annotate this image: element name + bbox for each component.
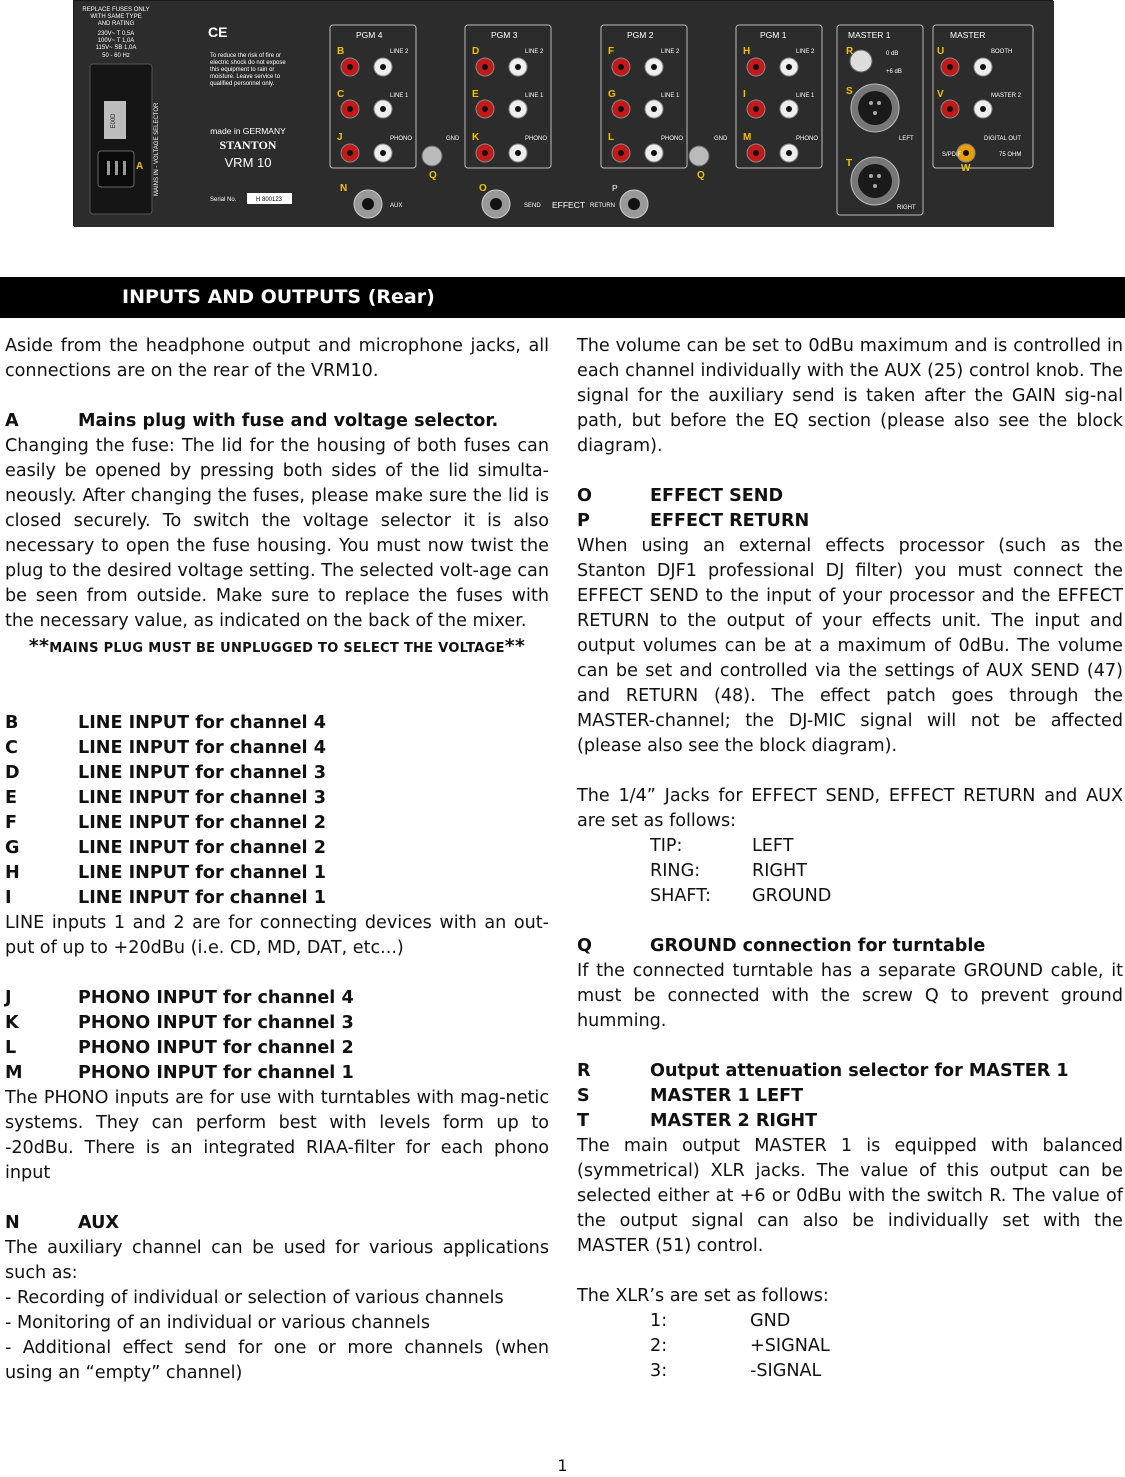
svg-text:REPLACE FUSES ONLY: REPLACE FUSES ONLY — [82, 7, 150, 13]
svg-text:Q: Q — [429, 170, 437, 181]
svg-text:J: J — [337, 132, 343, 143]
aux-list-item: - Additional effect send for one or more channels (when using an “empty” channel) — [5, 1338, 549, 1383]
svg-text:LINE 2: LINE 2 — [796, 49, 815, 55]
item-g: G LINE INPUT for channel 2 — [5, 838, 326, 858]
svg-text:RETURN: RETURN — [590, 203, 615, 209]
item-p: P EFFECT RETURN — [577, 511, 810, 531]
svg-text:LINE 2: LINE 2 — [390, 49, 409, 55]
item-l: L PHONO INPUT for channel 2 — [5, 1038, 354, 1058]
svg-text:LINE 2: LINE 2 — [661, 49, 680, 55]
attenuation-switch — [850, 50, 872, 72]
serial-value: H 800123 — [255, 197, 283, 203]
phono-paragraph: The PHONO inputs are for use with turntables with mag-netic systems. They can perform best with levels form up to -20dBu. There is an integrated RIAA-filter for each phono input — [5, 1088, 549, 1183]
svg-text:N: N — [340, 183, 348, 194]
made-in-label: made in GERMANY — [210, 126, 286, 136]
model-label: VRM 10 — [224, 155, 272, 170]
svg-text:100V~ T 1,0A: 100V~ T 1,0A — [97, 38, 135, 44]
master-paragraph: The main output MASTER 1 is equipped with balanced (symmetrical) XLR jacks. The value of this output can be selected either at +6 or 0dBu with the switch R. The value of the output signal can also be individually set with the MASTER (51) control. — [577, 1136, 1123, 1256]
svg-text:BOOTH: BOOTH — [991, 49, 1013, 55]
svg-text:D: D — [472, 46, 480, 57]
svg-text:LINE 1: LINE 1 — [390, 93, 409, 99]
xlr-pin-row: 2: +SIGNAL — [650, 1336, 830, 1356]
svg-text:+6 dB: +6 dB — [886, 69, 902, 75]
svg-text:230V~ T 0,5A: 230V~ T 0,5A — [97, 31, 135, 37]
svg-text:V: V — [937, 89, 944, 100]
voltage-warning: **MAINS PLUG MUST BE UNPLUGGED TO SELECT THE VOLTAGE** — [28, 635, 526, 657]
item-r: R Output attenuation selector for MASTER 1 — [577, 1061, 1069, 1081]
item-t: T MASTER 2 RIGHT — [577, 1111, 818, 1131]
item-i: I LINE INPUT for channel 1 — [5, 888, 326, 908]
item-c: C LINE INPUT for channel 4 — [5, 738, 326, 758]
jack-pin-row: RING: RIGHT — [650, 861, 808, 881]
svg-text:H: H — [743, 46, 751, 57]
item-n: N AUX — [5, 1213, 119, 1233]
item-e: E LINE INPUT for channel 3 — [5, 788, 326, 808]
svg-text:115V~ SB 1,0A: 115V~ SB 1,0A — [95, 45, 137, 51]
right-column — [577, 334, 1123, 1384]
item-o: O EFFECT SEND — [577, 486, 784, 506]
svg-text:R: R — [846, 46, 854, 57]
svg-text:75 OHM: 75 OHM — [999, 152, 1022, 158]
svg-text:T: T — [846, 158, 853, 169]
svg-text:B: B — [337, 46, 345, 57]
item-k: K PHONO INPUT for channel 3 — [5, 1013, 354, 1033]
svg-text:PGM 4: PGM 4 — [356, 30, 383, 40]
svg-text:PGM 1: PGM 1 — [760, 30, 787, 40]
xlr-pin-row: 1: GND — [650, 1311, 791, 1331]
item-d: D LINE INPUT for channel 3 — [5, 763, 326, 783]
letter-a: A — [136, 161, 144, 172]
mains-vertical-label: MAINS IN - VOLTAGE SELECTOR — [154, 102, 160, 196]
intro-paragraph: Aside from the headphone output and microphone jacks, all connections are on the rear of the VRM10. — [5, 336, 549, 381]
ground-paragraph: If the connected turntable has a separate GROUND cable, it must be connected with the screw Q to prevent ground humming. — [577, 961, 1123, 1031]
section-title: INPUTS AND OUTPUTS (Rear) — [122, 286, 435, 308]
xlr-pin-row: 3: -SIGNAL — [650, 1361, 822, 1381]
brand-logo: STANTON — [219, 138, 277, 152]
svg-text:EFFECT: EFFECT — [552, 200, 586, 210]
aux-paragraph: The auxiliary channel can be used for various applications such as: — [5, 1238, 549, 1283]
svg-text:SEND: SEND — [524, 203, 541, 209]
svg-text:W: W — [961, 163, 971, 174]
svg-text:LINE 1: LINE 1 — [661, 93, 680, 99]
section-banner — [0, 277, 1125, 318]
item-j: J PHONO INPUT for channel 4 — [5, 988, 354, 1008]
svg-text:MASTER 1: MASTER 1 — [848, 30, 891, 40]
xlr-paragraph: The XLR’s are set as follows: — [577, 1286, 829, 1306]
item-h: H LINE INPUT for channel 1 — [5, 863, 326, 883]
item-a: A Mains plug with fuse and voltage selector. — [5, 411, 499, 431]
svg-text:this equipment to rain or: this equipment to rain or — [210, 67, 275, 73]
left-column — [5, 334, 549, 1386]
page-number: 1 — [557, 1456, 568, 1475]
svg-text:To reduce the risk of fire or: To reduce the risk of fire or — [210, 53, 282, 59]
item-f: F LINE INPUT for channel 2 — [5, 813, 326, 833]
svg-text:AUX: AUX — [390, 203, 403, 209]
svg-text:PHONO: PHONO — [525, 136, 548, 142]
ground-screw-1 — [422, 146, 442, 166]
svg-text:LEFT: LEFT — [899, 136, 914, 142]
serial-label: Serial No. — [210, 197, 237, 203]
svg-text:M: M — [743, 132, 752, 143]
svg-text:qualified personnel only.: qualified personnel only. — [210, 81, 275, 87]
aux-list-item: - Recording of individual or selection of various channels — [5, 1288, 504, 1308]
svg-text:PHONO: PHONO — [796, 136, 819, 142]
item-b: B LINE INPUT for channel 4 — [5, 713, 326, 733]
svg-text:PHONO: PHONO — [390, 136, 413, 142]
svg-text:PHONO: PHONO — [661, 136, 684, 142]
svg-text:moisture. Leave service to: moisture. Leave service to — [210, 74, 281, 80]
svg-text:GND: GND — [714, 136, 728, 142]
svg-text:electric shock do not expose: electric shock do not expose — [210, 60, 286, 66]
svg-text:L: L — [608, 132, 615, 143]
rear-panel-drawing — [74, 1, 1054, 227]
svg-text:O: O — [479, 183, 487, 194]
item-s: S MASTER 1 LEFT — [577, 1086, 804, 1106]
svg-text:LINE 1: LINE 1 — [525, 93, 544, 99]
svg-text:P: P — [612, 183, 618, 193]
svg-text:RIGHT: RIGHT — [897, 205, 916, 211]
item-q: Q GROUND connection for turntable — [577, 936, 986, 956]
aux-volume-paragraph: The volume can be set to 0dBu maximum and is controlled in each channel individually with the AUX (25) control knob. The signal for the auxiliary send is taken after the GAIN sig-nal path, but before the EQ section (please also see the block diagram). — [577, 336, 1123, 456]
rear-panel-photo — [73, 0, 1053, 226]
svg-text:MASTER: MASTER — [950, 30, 986, 40]
svg-text:MASTER 2: MASTER 2 — [991, 93, 1022, 99]
item-m: M PHONO INPUT for channel 1 — [5, 1063, 354, 1083]
ce-mark: CE — [208, 24, 228, 40]
svg-text:F: F — [608, 46, 615, 57]
svg-text:AND RATING: AND RATING — [97, 21, 135, 27]
jack-pin-row: SHAFT: GROUND — [650, 886, 832, 906]
jack-pin-row: TIP: LEFT — [650, 836, 794, 856]
effect-paragraph: When using an external effects processor (such as the Stanton DJF1 professional DJ filter) you must connect the EFFECT SEND to the input of your processor and the EFFECT RETURN to the output of your effects unit. The input and output volumes can be at a maximum of 0dBu. The volume can be set and controlled via the settings of AUX SEND (47) and RETURN (48). The effect patch goes through the MASTER-channel; the DJ-MIC signal will not be affected (please also see the block diagram). — [577, 536, 1123, 756]
svg-text:GND: GND — [446, 136, 460, 142]
mains-socket — [90, 64, 152, 214]
svg-text:50 - 60 Hz: 50 - 60 Hz — [102, 53, 130, 59]
svg-text:I: I — [743, 89, 746, 100]
svg-text:C: C — [337, 89, 345, 100]
svg-text:PGM 3: PGM 3 — [491, 30, 518, 40]
svg-text:WITH SAME TYPE: WITH SAME TYPE — [90, 14, 142, 20]
svg-text:DIGITAL OUT: DIGITAL OUT — [984, 136, 1022, 142]
fuse-paragraph: Changing the fuse: The lid for the housing of both fuses can easily be opened by pressing both sides of the lid simulta-neously. After changing the fuses, please make sure the lid is closed securely. To switch the voltage selector it is also necessary to open the fuse housing. You must now twist the plug to the desired voltage setting. The selected volt-age can be seen from outside. Make sure to replace the fuses with the necessary value, as indicated on the back of the mixer. — [5, 436, 549, 631]
jacks-paragraph: The 1/4” Jacks for EFFECT SEND, EFFECT RETURN and AUX are set as follows: — [577, 786, 1123, 831]
line-paragraph: LINE inputs 1 and 2 are for connecting devices with an out-put of up to +20dBu (i.e. CD, MD, DAT, etc...) — [5, 913, 549, 958]
svg-text:PGM 2: PGM 2 — [627, 30, 654, 40]
svg-text:K: K — [472, 132, 480, 143]
svg-text:S/PDIF: S/PDIF — [942, 152, 962, 158]
svg-text:LINE 1: LINE 1 — [796, 93, 815, 99]
svg-text:G: G — [608, 89, 616, 100]
svg-text:U: U — [937, 46, 945, 57]
svg-text:S: S — [846, 86, 853, 97]
svg-text:LINE 2: LINE 2 — [525, 49, 544, 55]
svg-text:E00D: E00D — [111, 113, 117, 129]
svg-text:0 dB: 0 dB — [886, 51, 899, 57]
svg-text:Q: Q — [697, 170, 705, 181]
aux-list-item: - Monitoring of an individual or various channels — [5, 1313, 431, 1333]
ground-screw-2 — [689, 146, 709, 166]
svg-text:E: E — [472, 89, 479, 100]
